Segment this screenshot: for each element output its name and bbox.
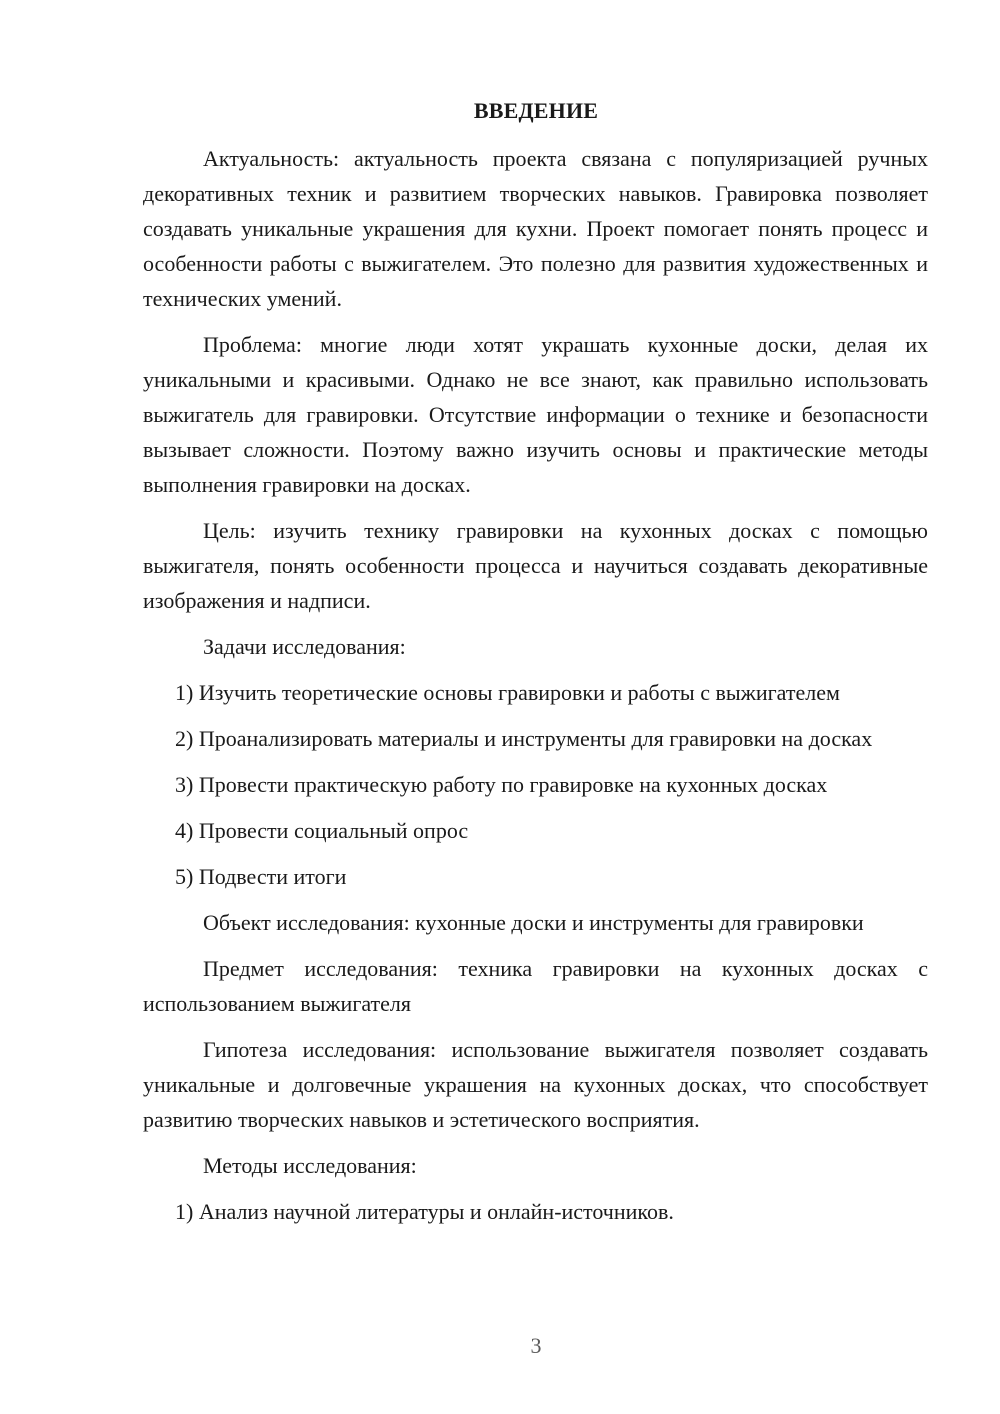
task-item-2: 2) Проанализировать материалы и инструменты для гравировки на досках xyxy=(175,726,873,751)
paragraph-methods-heading: Методы исследования: xyxy=(203,1153,417,1178)
task-item-4: 4) Провести социальный опрос xyxy=(175,818,469,843)
paragraph-subject: Предмет исследования: техника гравировки на кухонных досках с использованием выжигателя xyxy=(143,956,928,1016)
paragraph-problem: Проблема: многие люди хотят украшать кухонные доски, делая их уникальными и красивыми. Однако не все знают, как правильно использовать выжигатель для гравировки. Отсутствие информации о технике и безопасности вызывает сложности. Поэтому важно изучить основы и практические методы выполнения гравировки на досках. xyxy=(143,332,928,497)
paragraph-object: Объект исследования: кухонные доски и инструменты для гравировки xyxy=(203,910,864,935)
page-number: 3 xyxy=(530,1333,542,1358)
task-item-5: 5) Подвести итоги xyxy=(175,864,347,889)
paragraph-goal: Цель: изучить технику гравировки на кухонных досках с помощью выжигателя, понять особенности процесса и научиться создавать декоративные изображения и надписи. xyxy=(143,518,928,613)
paragraph-tasks-heading: Задачи исследования: xyxy=(203,634,406,659)
task-item-3: 3) Провести практическую работу по гравировке на кухонных досках xyxy=(175,772,828,797)
document-body xyxy=(143,141,928,1229)
paragraph-hypothesis: Гипотеза исследования: использование выжигателя позволяет создавать уникальные и долговечные украшения на кухонных досках, что способствует развитию творческих навыков и эстетического восприятия. xyxy=(143,1037,928,1132)
page-heading: ВВЕДЕНИЕ xyxy=(473,98,599,123)
paragraph-relevance: Актуальность: актуальность проекта связана с популяризацией ручных декоративных техник и развитием творческих навыков. Гравировка позволяет создавать уникальные украшения для кухни. Проект помогает понять процесс и особенности работы с выжигателем. Это полезно для развития художественных и технических умений. xyxy=(143,146,928,311)
method-item-1: 1) Анализ научной литературы и онлайн-источников. xyxy=(175,1199,674,1224)
task-item-1: 1) Изучить теоретические основы гравировки и работы с выжигателем xyxy=(175,680,840,705)
